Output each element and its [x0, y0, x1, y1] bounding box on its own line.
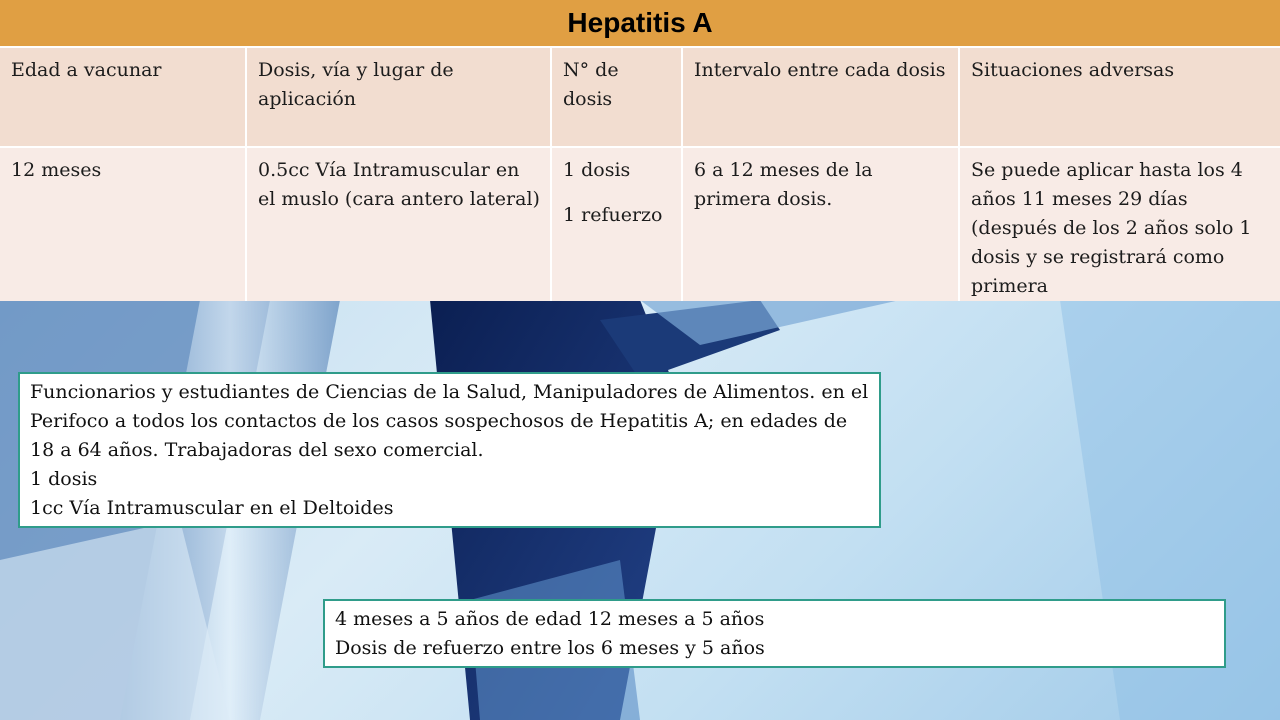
- risk-groups-dose: 1 dosis: [30, 468, 98, 490]
- cell-interval: 6 a 12 meses de la primera dosis.: [682, 147, 959, 301]
- header-age: Edad a vacunar: [0, 47, 246, 147]
- risk-groups-route: 1cc Vía Intramuscular en el Deltoides: [30, 497, 394, 519]
- booster-range-line: Dosis de refuerzo entre los 6 meses y 5 años: [335, 637, 765, 659]
- table-row: [0, 147, 1280, 301]
- cell-adverse: Se puede aplicar hasta los 4 años 11 meses 29 días (después de los 2 años solo 1 dosis y se registrará como primera: [959, 147, 1280, 301]
- header-dose-route: Dosis, vía y lugar de aplicación: [246, 47, 551, 147]
- dose-count-booster: 1 refuerzo: [563, 204, 663, 226]
- vaccine-schedule-table: [0, 0, 1280, 301]
- risk-groups-note: [18, 372, 881, 528]
- cell-age: 12 meses: [0, 147, 246, 301]
- header-interval: Intervalo entre cada dosis: [682, 47, 959, 147]
- cell-dose-count: [551, 147, 682, 301]
- cell-dose-route: 0.5cc Vía Intramuscular en el muslo (cara antero lateral): [246, 147, 551, 301]
- risk-groups-text: Funcionarios y estudiantes de Ciencias de la Salud, Manipuladores de Alimentos. en el Perifoco a todos los contactos de los casos sospechosos de Hepatitis A; en edades de 18 a 64 años. Trabajadoras del sexo comercial.: [30, 381, 869, 461]
- dose-count-primary: 1 dosis: [563, 159, 631, 181]
- header-dose-count: N° de dosis: [551, 47, 682, 147]
- age-range-note: [323, 599, 1226, 668]
- slide-title: Hepatitis A: [0, 0, 1280, 47]
- header-adverse: Situaciones adversas: [959, 47, 1280, 147]
- table-header-row: [0, 47, 1280, 147]
- age-range-line: 4 meses a 5 años de edad 12 meses a 5 años: [335, 608, 765, 630]
